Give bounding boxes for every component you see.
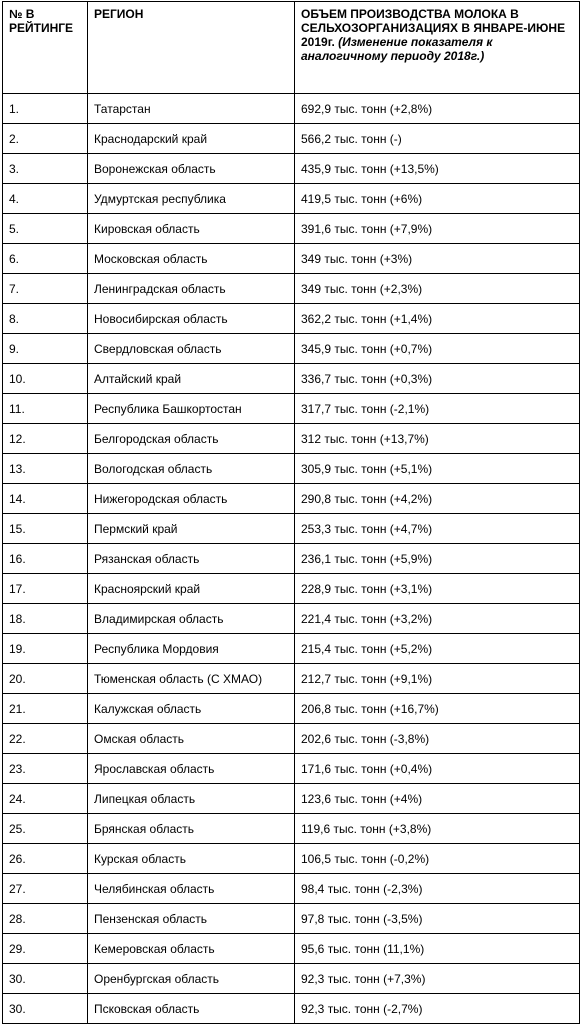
cell-rank: 11. [3, 394, 88, 424]
cell-value: 566,2 тыс. тонн (-) [295, 124, 580, 154]
table-row [3, 934, 580, 964]
table-row [3, 514, 580, 544]
cell-region: Ленинградская область [88, 274, 295, 304]
cell-region: Свердловская область [88, 334, 295, 364]
table-row [3, 604, 580, 634]
cell-rank: 25. [3, 814, 88, 844]
cell-value: 206,8 тыс. тонн (+16,7%) [295, 694, 580, 724]
table-row [3, 484, 580, 514]
table-row [3, 454, 580, 484]
cell-region: Новосибирская область [88, 304, 295, 334]
table-row [3, 754, 580, 784]
cell-value: 345,9 тыс. тонн (+0,7%) [295, 334, 580, 364]
cell-region: Краснодарский край [88, 124, 295, 154]
cell-region: Татарстан [88, 94, 295, 124]
cell-rank: 20. [3, 664, 88, 694]
table-row [3, 304, 580, 334]
cell-region: Брянская область [88, 814, 295, 844]
table-row [3, 844, 580, 874]
cell-region: Республика Мордовия [88, 634, 295, 664]
cell-region: Владимирская область [88, 604, 295, 634]
table-row [3, 784, 580, 814]
table-row [3, 574, 580, 604]
cell-value: 419,5 тыс. тонн (+6%) [295, 184, 580, 214]
header-rank: № В РЕЙТИНГЕ [3, 2, 88, 94]
cell-region: Алтайский край [88, 364, 295, 394]
table-row [3, 664, 580, 694]
cell-value: 215,4 тыс. тонн (+5,2%) [295, 634, 580, 664]
cell-rank: 18. [3, 604, 88, 634]
table-row [3, 214, 580, 244]
cell-rank: 27. [3, 874, 88, 904]
cell-region: Пензенская область [88, 904, 295, 934]
cell-value: 97,8 тыс. тонн (-3,5%) [295, 904, 580, 934]
cell-value: 253,3 тыс. тонн (+4,7%) [295, 514, 580, 544]
cell-rank: 21. [3, 694, 88, 724]
cell-value: 123,6 тыс. тонн (+4%) [295, 784, 580, 814]
cell-rank: 19. [3, 634, 88, 664]
header-volume-main: ОБЪЕМ ПРОИЗВОДСТВА МОЛОКА В СЕЛЬХОЗОРГАНИЗАЦИЯХ В ЯНВАРЕ-ИЮНЕ 2019г. [301, 7, 566, 49]
cell-value: 349 тыс. тонн (+3%) [295, 244, 580, 274]
cell-rank: 5. [3, 214, 88, 244]
table-row [3, 394, 580, 424]
cell-value: 391,6 тыс. тонн (+7,9%) [295, 214, 580, 244]
table-row [3, 124, 580, 154]
cell-value: 312 тыс. тонн (+13,7%) [295, 424, 580, 454]
table-body [3, 94, 580, 1024]
cell-rank: 23. [3, 754, 88, 784]
cell-region: Кемеровская область [88, 934, 295, 964]
cell-rank: 6. [3, 244, 88, 274]
cell-rank: 10. [3, 364, 88, 394]
cell-value: 92,3 тыс. тонн (+7,3%) [295, 964, 580, 994]
cell-rank: 30. [3, 994, 88, 1024]
cell-region: Белгородская область [88, 424, 295, 454]
cell-value: 435,9 тыс. тонн (+13,5%) [295, 154, 580, 184]
cell-value: 171,6 тыс. тонн (+0,4%) [295, 754, 580, 784]
table-row [3, 634, 580, 664]
cell-rank: 7. [3, 274, 88, 304]
table-row [3, 904, 580, 934]
cell-rank: 9. [3, 334, 88, 364]
cell-region: Красноярский край [88, 574, 295, 604]
cell-rank: 28. [3, 904, 88, 934]
table-row [3, 814, 580, 844]
cell-value: 119,6 тыс. тонн (+3,8%) [295, 814, 580, 844]
table-row [3, 334, 580, 364]
cell-region: Республика Башкортостан [88, 394, 295, 424]
cell-rank: 26. [3, 844, 88, 874]
cell-rank: 3. [3, 154, 88, 184]
cell-region: Рязанская область [88, 544, 295, 574]
cell-value: 202,6 тыс. тонн (-3,8%) [295, 724, 580, 754]
header-region: РЕГИОН [88, 2, 295, 94]
cell-rank: 4. [3, 184, 88, 214]
cell-rank: 30. [3, 964, 88, 994]
cell-region: Омская область [88, 724, 295, 754]
cell-rank: 17. [3, 574, 88, 604]
table-row [3, 184, 580, 214]
cell-region: Калужская область [88, 694, 295, 724]
cell-region: Воронежская область [88, 154, 295, 184]
cell-region: Вологодская область [88, 454, 295, 484]
table-row [3, 874, 580, 904]
table-row [3, 364, 580, 394]
cell-region: Курская область [88, 844, 295, 874]
cell-region: Удмуртская республика [88, 184, 295, 214]
cell-rank: 2. [3, 124, 88, 154]
cell-value: 692,9 тыс. тонн (+2,8%) [295, 94, 580, 124]
header-volume-note: (Изменение показателя к аналогичному периоду 2018г.) [301, 35, 493, 63]
cell-region: Пермский край [88, 514, 295, 544]
cell-value: 95,6 тыс. тонн (11,1%) [295, 934, 580, 964]
cell-value: 212,7 тыс. тонн (+9,1%) [295, 664, 580, 694]
table-row [3, 154, 580, 184]
cell-value: 98,4 тыс. тонн (-2,3%) [295, 874, 580, 904]
table-row [3, 94, 580, 124]
cell-rank: 8. [3, 304, 88, 334]
table-row [3, 424, 580, 454]
cell-region: Кировская область [88, 214, 295, 244]
cell-value: 290,8 тыс. тонн (+4,2%) [295, 484, 580, 514]
cell-rank: 12. [3, 424, 88, 454]
table-row [3, 274, 580, 304]
cell-rank: 1. [3, 94, 88, 124]
table-row [3, 544, 580, 574]
cell-value: 305,9 тыс. тонн (+5,1%) [295, 454, 580, 484]
cell-value: 349 тыс. тонн (+2,3%) [295, 274, 580, 304]
cell-rank: 13. [3, 454, 88, 484]
cell-region: Оренбургская область [88, 964, 295, 994]
cell-region: Псковская область [88, 994, 295, 1024]
header-volume [295, 2, 580, 94]
table-row [3, 994, 580, 1024]
table-row [3, 694, 580, 724]
table-row [3, 724, 580, 754]
table-row [3, 964, 580, 994]
cell-value: 236,1 тыс. тонн (+5,9%) [295, 544, 580, 574]
cell-rank: 15. [3, 514, 88, 544]
milk-rating-table [2, 1, 580, 1024]
cell-rank: 16. [3, 544, 88, 574]
cell-rank: 24. [3, 784, 88, 814]
cell-value: 221,4 тыс. тонн (+3,2%) [295, 604, 580, 634]
cell-rank: 14. [3, 484, 88, 514]
cell-region: Липецкая область [88, 784, 295, 814]
cell-value: 317,7 тыс. тонн (-2,1%) [295, 394, 580, 424]
cell-rank: 29. [3, 934, 88, 964]
cell-region: Московская область [88, 244, 295, 274]
table-header-row [3, 2, 580, 94]
cell-value: 362,2 тыс. тонн (+1,4%) [295, 304, 580, 334]
cell-value: 336,7 тыс. тонн (+0,3%) [295, 364, 580, 394]
cell-rank: 22. [3, 724, 88, 754]
cell-region: Челябинская область [88, 874, 295, 904]
cell-value: 228,9 тыс. тонн (+3,1%) [295, 574, 580, 604]
cell-region: Ярославская область [88, 754, 295, 784]
cell-value: 106,5 тыс. тонн (-0,2%) [295, 844, 580, 874]
table-row [3, 244, 580, 274]
cell-region: Нижегородская область [88, 484, 295, 514]
cell-value: 92,3 тыс. тонн (-2,7%) [295, 994, 580, 1024]
cell-region: Тюменская область (С ХМАО) [88, 664, 295, 694]
